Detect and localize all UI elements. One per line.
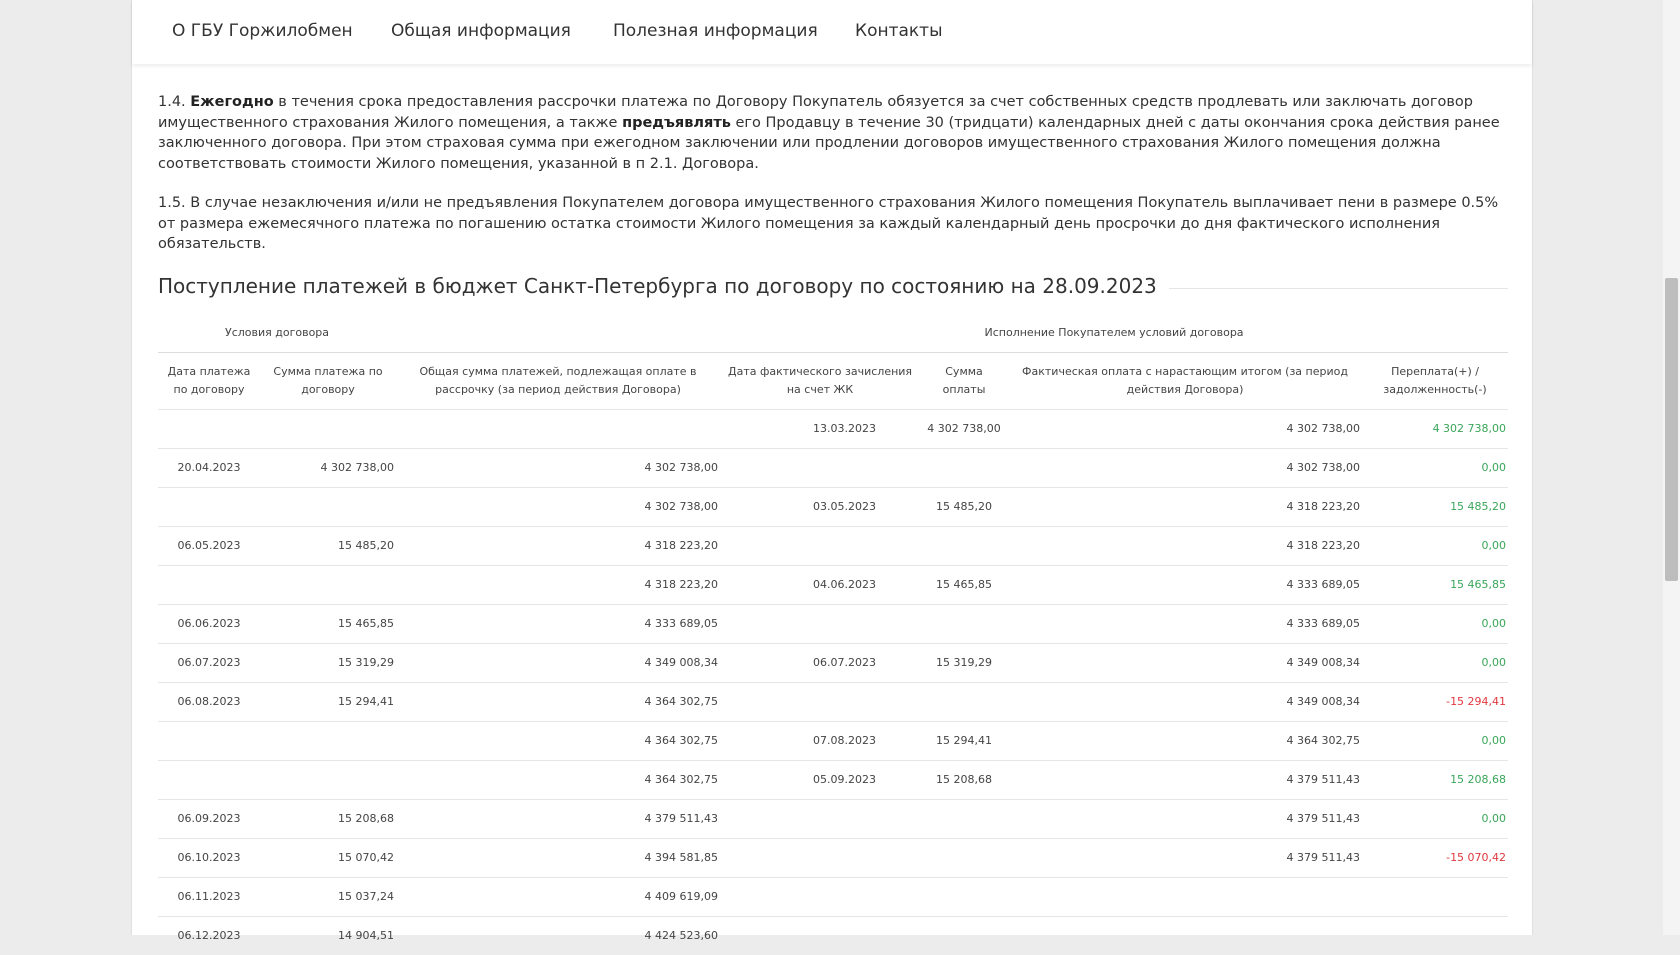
cell-payment-amount: 15 485,20 xyxy=(260,526,396,565)
cell-actual-date: 13.03.2023 xyxy=(720,409,920,448)
table-row xyxy=(158,721,1508,760)
cell-payment-date: 06.06.2023 xyxy=(158,604,260,643)
nav-item-contacts[interactable]: Контакты xyxy=(855,21,943,41)
cell-cumulative-paid: 4 349 008,34 xyxy=(1008,643,1362,682)
cell-payment-date: 06.11.2023 xyxy=(158,877,260,916)
cell-payment-date: 06.09.2023 xyxy=(158,799,260,838)
cell-balance: 15 485,20 xyxy=(1362,487,1508,526)
cell-cumulative-paid: 4 302 738,00 xyxy=(1008,409,1362,448)
column-header: Сумма платежа по договору xyxy=(260,352,396,409)
clause-text: его Продавцу в течение 30 (тридцати) календарных дней с даты окончания срока действия ранее заключенного договора. При этом страховая сумма при ежегодном заключении или продлении договоров имущественного страхования Жилого помещения должна соответствовать стоимости Жилого помещения, указанной в п 2.1. Договора. xyxy=(158,114,1500,172)
cell-balance: -15 070,42 xyxy=(1362,838,1508,877)
cell-payment-amount xyxy=(260,487,396,526)
nav-item-useful-info[interactable]: Полезная информация xyxy=(613,21,818,41)
cell-cumulative-paid: 4 318 223,20 xyxy=(1008,487,1362,526)
main-content xyxy=(158,92,1508,955)
cell-actual-date xyxy=(720,448,920,487)
table-row xyxy=(158,604,1508,643)
nav-item-about[interactable]: О ГБУ Горжилобмен xyxy=(172,21,353,41)
table-group-header xyxy=(158,314,1508,353)
clause-text: в течения срока предоставления рассрочки платежа по Договору Покупатель обязуется за счет собственных средств продлевать или заключать договор имущественного страхования Жилого помещения, а также xyxy=(158,94,1473,131)
cell-payment-amount: 15 037,24 xyxy=(260,877,396,916)
section-header xyxy=(158,274,1508,310)
cell-payment-amount xyxy=(260,565,396,604)
cell-actual-date xyxy=(720,526,920,565)
cell-total-due: 4 394 581,85 xyxy=(396,838,720,877)
cell-paid-amount xyxy=(920,604,1008,643)
cell-payment-amount: 15 070,42 xyxy=(260,838,396,877)
cell-payment-date: 20.04.2023 xyxy=(158,448,260,487)
cell-payment-date xyxy=(158,721,260,760)
cell-balance: 0,00 xyxy=(1362,604,1508,643)
cell-balance xyxy=(1362,916,1508,955)
cell-payment-amount xyxy=(260,409,396,448)
cell-actual-date: 03.05.2023 xyxy=(720,487,920,526)
cell-payment-amount: 15 465,85 xyxy=(260,604,396,643)
table-row xyxy=(158,877,1508,916)
cell-balance: 0,00 xyxy=(1362,721,1508,760)
cell-paid-amount xyxy=(920,916,1008,955)
cell-actual-date xyxy=(720,682,920,721)
payments-table xyxy=(158,314,1508,955)
cell-actual-date: 06.07.2023 xyxy=(720,643,920,682)
cell-payment-date xyxy=(158,409,260,448)
cell-payment-date xyxy=(158,565,260,604)
cell-payment-amount: 15 208,68 xyxy=(260,799,396,838)
cell-total-due: 4 302 738,00 xyxy=(396,487,720,526)
cell-cumulative-paid xyxy=(1008,916,1362,955)
scrollbar-thumb[interactable] xyxy=(1665,278,1678,581)
cell-balance: 0,00 xyxy=(1362,799,1508,838)
cell-actual-date xyxy=(720,604,920,643)
cell-paid-amount xyxy=(920,526,1008,565)
cell-payment-date: 06.08.2023 xyxy=(158,682,260,721)
cell-paid-amount: 15 485,20 xyxy=(920,487,1008,526)
column-header: Дата платежа по договору xyxy=(158,352,260,409)
cell-total-due: 4 379 511,43 xyxy=(396,799,720,838)
nav-item-general-info[interactable]: Общая информация xyxy=(391,21,571,41)
column-header: Переплата(+) / задолженность(-) xyxy=(1362,352,1508,409)
table-row xyxy=(158,682,1508,721)
bold-text: предъявлять xyxy=(622,114,731,131)
cell-cumulative-paid: 4 302 738,00 xyxy=(1008,448,1362,487)
cell-total-due: 4 424 523,60 xyxy=(396,916,720,955)
group-header-contract-terms: Условия договора xyxy=(224,326,330,339)
top-navigation xyxy=(132,0,1532,64)
table-row xyxy=(158,409,1508,448)
cell-balance: 15 208,68 xyxy=(1362,760,1508,799)
cell-cumulative-paid: 4 379 511,43 xyxy=(1008,760,1362,799)
cell-payment-date: 06.12.2023 xyxy=(158,916,260,955)
column-header: Общая сумма платежей, подлежащая оплате в рассрочку (за период действия Договора) xyxy=(396,352,720,409)
cell-paid-amount xyxy=(920,838,1008,877)
table-column-headers xyxy=(158,352,1508,409)
group-header-execution: Исполнение Покупателем условий договора xyxy=(984,326,1244,339)
cell-cumulative-paid: 4 349 008,34 xyxy=(1008,682,1362,721)
cell-total-due: 4 302 738,00 xyxy=(396,448,720,487)
cell-actual-date xyxy=(720,877,920,916)
cell-cumulative-paid: 4 318 223,20 xyxy=(1008,526,1362,565)
cell-cumulative-paid: 4 333 689,05 xyxy=(1008,604,1362,643)
column-header: Фактическая оплата с нарастающим итогом (за период действия Договора) xyxy=(1008,352,1362,409)
cell-payment-date: 06.07.2023 xyxy=(158,643,260,682)
table-row xyxy=(158,565,1508,604)
cell-payment-date: 06.05.2023 xyxy=(158,526,260,565)
table-row xyxy=(158,526,1508,565)
table-row xyxy=(158,448,1508,487)
cell-payment-amount xyxy=(260,721,396,760)
cell-actual-date: 07.08.2023 xyxy=(720,721,920,760)
cell-total-due: 4 318 223,20 xyxy=(396,565,720,604)
cell-actual-date xyxy=(720,916,920,955)
cell-total-due: 4 333 689,05 xyxy=(396,604,720,643)
cell-total-due: 4 364 302,75 xyxy=(396,682,720,721)
column-header: Сумма оплаты xyxy=(920,352,1008,409)
cell-paid-amount xyxy=(920,799,1008,838)
cell-balance: 0,00 xyxy=(1362,448,1508,487)
cell-total-due: 4 349 008,34 xyxy=(396,643,720,682)
cell-total-due: 4 409 619,09 xyxy=(396,877,720,916)
table-body xyxy=(158,409,1508,955)
clause-number: 1.4. xyxy=(158,94,191,110)
page-container xyxy=(131,0,1533,942)
cell-total-due: 4 318 223,20 xyxy=(396,526,720,565)
section-title: Поступление платежей в бюджет Санкт-Петербурга по договору по состоянию на 28.09.2023 xyxy=(158,274,1169,298)
cell-cumulative-paid: 4 379 511,43 xyxy=(1008,799,1362,838)
cell-payment-amount: 15 319,29 xyxy=(260,643,396,682)
table-row xyxy=(158,916,1508,955)
cell-payment-date xyxy=(158,760,260,799)
cell-balance: 15 465,85 xyxy=(1362,565,1508,604)
vertical-scrollbar[interactable] xyxy=(1663,0,1680,935)
cell-balance: 0,00 xyxy=(1362,526,1508,565)
cell-payment-amount: 15 294,41 xyxy=(260,682,396,721)
cell-payment-amount: 4 302 738,00 xyxy=(260,448,396,487)
cell-total-due: 4 364 302,75 xyxy=(396,760,720,799)
cell-paid-amount xyxy=(920,682,1008,721)
cell-paid-amount: 15 465,85 xyxy=(920,565,1008,604)
cell-cumulative-paid xyxy=(1008,877,1362,916)
clause-1-5: 1.5. В случае незаключения и/или не предъявления Покупателем договора имущественного страхования Жилого помещения Покупатель выплачивает пени в размере 0.5% от размера ежемесячного платежа по погашению остатка стоимости Жилого помещения за каждый календарный день просрочки до дня фактического исполнения обязательств. xyxy=(158,195,1499,252)
clause-1-4 xyxy=(158,92,1508,174)
table-row xyxy=(158,487,1508,526)
table-row xyxy=(158,760,1508,799)
cell-total-due xyxy=(396,409,720,448)
cell-actual-date: 04.06.2023 xyxy=(720,565,920,604)
cell-paid-amount: 4 302 738,00 xyxy=(920,409,1008,448)
column-header: Дата фактического зачисления на счет ЖК xyxy=(720,352,920,409)
cell-actual-date: 05.09.2023 xyxy=(720,760,920,799)
cell-balance: 0,00 xyxy=(1362,643,1508,682)
cell-payment-amount xyxy=(260,760,396,799)
cell-total-due: 4 364 302,75 xyxy=(396,721,720,760)
cell-paid-amount: 15 294,41 xyxy=(920,721,1008,760)
cell-actual-date xyxy=(720,838,920,877)
cell-paid-amount xyxy=(920,448,1008,487)
table-row xyxy=(158,643,1508,682)
cell-cumulative-paid: 4 333 689,05 xyxy=(1008,565,1362,604)
cell-payment-date: 06.10.2023 xyxy=(158,838,260,877)
cell-balance: 4 302 738,00 xyxy=(1362,409,1508,448)
cell-cumulative-paid: 4 379 511,43 xyxy=(1008,838,1362,877)
cell-cumulative-paid: 4 364 302,75 xyxy=(1008,721,1362,760)
cell-balance xyxy=(1362,877,1508,916)
table-row xyxy=(158,838,1508,877)
cell-paid-amount xyxy=(920,877,1008,916)
cell-payment-date xyxy=(158,487,260,526)
cell-actual-date xyxy=(720,799,920,838)
bold-text: Ежегодно xyxy=(190,94,274,110)
cell-paid-amount: 15 208,68 xyxy=(920,760,1008,799)
table-row xyxy=(158,799,1508,838)
cell-balance: -15 294,41 xyxy=(1362,682,1508,721)
cell-paid-amount: 15 319,29 xyxy=(920,643,1008,682)
cell-payment-amount: 14 904,51 xyxy=(260,916,396,955)
